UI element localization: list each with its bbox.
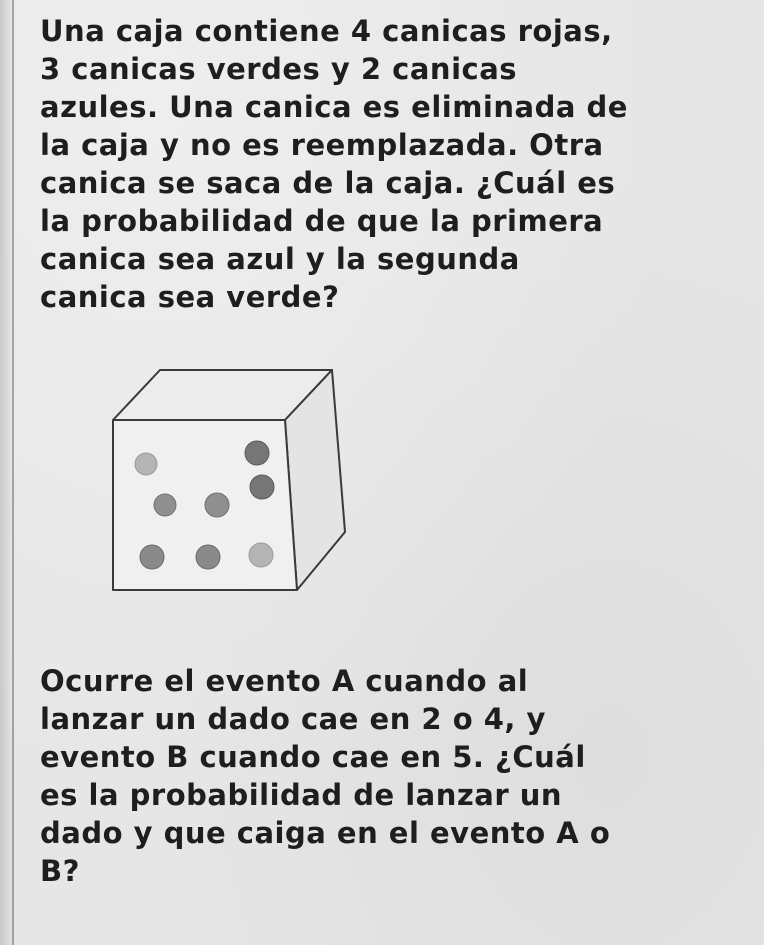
- question-2-line: B?: [40, 854, 80, 888]
- marble: [135, 453, 157, 475]
- marble: [196, 545, 220, 569]
- question-1-line: canica sea azul y la segunda: [40, 242, 520, 276]
- marble: [140, 545, 164, 569]
- question-1-line: Una caja contiene 4 canicas rojas,: [40, 14, 613, 48]
- question-2-line: evento B cuando cae en 5. ¿Cuál: [40, 740, 586, 774]
- question-2-line: Ocurre el evento A cuando al: [40, 664, 529, 698]
- question-2-line: es la probabilidad de lanzar un: [40, 778, 563, 812]
- page-edge-line: [12, 0, 14, 945]
- marble: [154, 494, 176, 516]
- question-1-line: 3 canicas verdes y 2 canicas: [40, 52, 518, 86]
- box-of-marbles-icon: [100, 362, 350, 594]
- marble: [205, 493, 229, 517]
- marble: [250, 475, 274, 499]
- question-1-line: la probabilidad de que la primera: [40, 204, 604, 238]
- marble: [249, 543, 273, 567]
- question-2-line: lanzar un dado cae en 2 o 4, y: [40, 702, 546, 736]
- question-1-line: canica se saca de la caja. ¿Cuál es: [40, 166, 616, 200]
- question-1-line: canica sea verde?: [40, 280, 340, 314]
- marble: [245, 441, 269, 465]
- question-1: [40, 12, 628, 316]
- question-1-line: la caja y no es reemplazada. Otra: [40, 128, 604, 162]
- question-2-line: dado y que caiga en el evento A o: [40, 816, 611, 850]
- question-1-line: azules. Una canica es eliminada de: [40, 90, 628, 124]
- question-2: [40, 662, 610, 890]
